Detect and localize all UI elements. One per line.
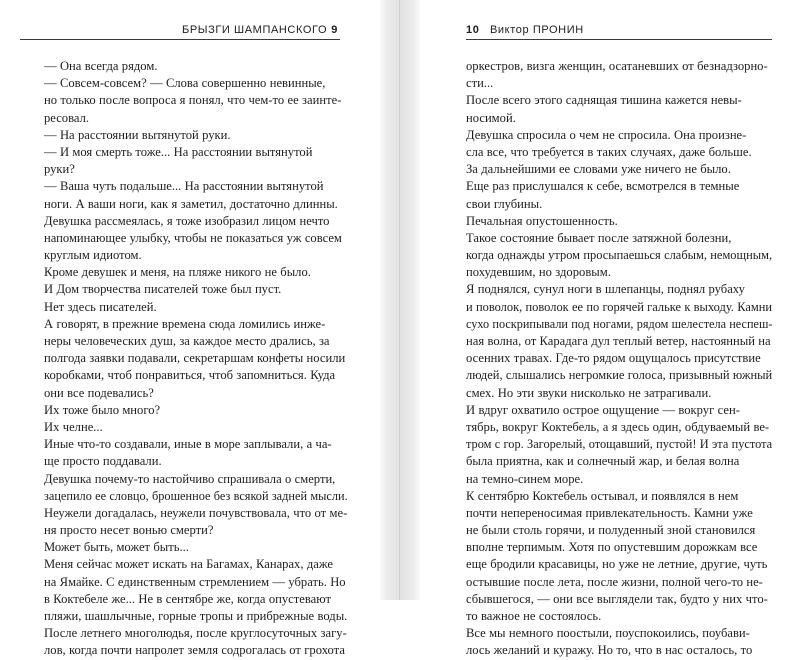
right-page-header [466,22,772,40]
running-title: Виктор ПРОНИН [490,24,584,36]
text-line: коробками, чтоб понравиться, чтоб запомниться. Куда [44,368,336,383]
text-line: Девушка спросила о чем не спросила. Она произне- [466,127,747,142]
text-line: людей, слышались негромкие голоса, призывный южный [466,368,773,383]
text-line: А говорят, в прежние времена сюда ломились инже- [44,316,326,331]
text-line: И Дом творчества писателей тоже был пуст. [44,282,282,297]
text-line: тябрь, вокруг Коктебель, а я здесь один, обдуваемый ве- [466,419,770,434]
text-line: Неужели догадалась, неужели почувствовала, что от ме- [44,505,348,520]
text-line: К сентябрю Коктебель остывал, и появлялся в нем [466,488,739,503]
text-line: Я поднялся, сунул ноги в шлепанцы, поднял рубаху [466,282,745,297]
text-line: Кроме девушек и меня, на пляже никого не было. [44,265,311,280]
text-line: неры человеческих душ, за каждое место дрались, за [44,334,330,348]
text-line: еще бродили красавицы, но уже не летние, другие, чуть [466,557,768,572]
text-line: в Коктебеле же... Не в сентябре же, когда опустевают [44,591,331,606]
text-line: ресовал. [44,110,90,125]
text-line: ная волна, от Карадага дул теплый ветер, настоянный на [466,334,771,348]
text-line: ще просто поддавали. [44,454,162,469]
text-line: сти... [466,76,494,91]
text-line: сухо поскрипывали под ногами, рядом шелестела неспеш- [466,316,773,331]
text-line: руки? [44,162,75,177]
running-title: БРЫЗГИ ШАМПАНСКОГО [182,24,328,36]
text-line: Их тоже было много? [44,402,161,417]
text-line: была приятна, как и солнечный жар, и белая волна [466,454,740,469]
text-line: — Ваша чуть подальше... На расстоянии вытянутой [44,179,324,194]
text-line: вполне терпимым. Хотя по опустевшим дорожкам все [466,540,758,555]
page-number: 10 [466,24,480,36]
text-line: — Она всегда рядом. [44,59,158,73]
text-line: После летнего многолюдья, после круглосуточных загу- [44,626,347,641]
text-line: сбывшегося, — они все выглядели так, будто у них что- [466,591,768,606]
text-line: то важное не состоялось. [466,609,602,623]
text-line: Иные что-то создавали, иные в море заплывали, а ча- [44,437,332,452]
book-spine-line [399,0,400,600]
text-line: тром с гор. Загорелый, отощавший, пустой! И эта пустота [466,437,773,452]
text-line: на Ямайке. С единственным стремлением — убрать. Но [44,574,346,589]
text-line: ня просто несет вонью смерти? [44,523,214,538]
text-line: Печальная опустошенность. [466,213,618,228]
text-line: Их челне... [44,419,103,434]
text-line: За дальнейшими ее словами уже ничего не было. [466,162,731,177]
text-line: Такое состояние бывает после затяжной болезни, [466,230,732,245]
text-line: но только после вопроса я понял, что чем-то ее заинте- [44,93,342,108]
text-line: Девушка рассмеялась, я тоже изобразил лицом нечто [44,213,330,228]
text-line: И вдруг охватило острое ощущение — вокруг сен- [466,402,740,417]
text-line: напоминающее улыбку, чтобы не показаться уж совсем [44,230,342,245]
text-line: смех. Но эти звуки нисколько не затрагивали. [466,385,712,400]
text-line: Девушка почему-то настойчиво спрашивала о смерти, [44,471,336,486]
text-line: почти непереносимая привлекательность. Камни уже [466,505,753,520]
text-line: и поволок, поволок ее по горячей гальке к выходу. Камни [466,299,773,314]
left-page-text [44,58,348,660]
left-page-header [20,22,340,40]
text-line: пляжи, шашлычные, горные тропы и прибрежные воды. [44,609,348,623]
text-line: — И моя смерть тоже... На расстоянии вытянутой [44,144,313,159]
right-page [422,0,800,658]
text-line: После всего этого саднящая тишина кажется невы- [466,93,742,108]
text-line: полгода заявки подавали, секретаршам конфеты носили [44,351,346,366]
text-line: ноги. А ваши ноги, как я заметил, достаточно длинны. [44,196,338,211]
text-line: когда однажды утром просыпаешься слабым, немощным, [466,248,773,263]
right-page-text [466,58,772,660]
text-line: остывшие после лета, после жизни, полной чего-то не- [466,574,763,589]
text-line: оркестров, визга женщин, осатаневших от безнадзорно- [466,59,768,73]
text-line: Все мы немного поостыли, поуспокоились, поубави- [466,626,750,641]
text-line: осенних травах. Где-то рядом ощущалось присутствие [466,351,761,366]
text-line: Еще раз прислушался к себе, всмотрелся в темные [466,179,740,194]
text-line: лось желаний и куражу. Но то, что в нас осталось, то [466,643,753,658]
text-line: не были столь горячи, и полуденный зной становился [466,523,756,538]
text-line: свои глубины. [466,196,543,211]
text-line: Нет здесь писателей. [44,299,157,314]
page-number: 9 [331,24,338,36]
text-line: круглым идиотом. [44,248,142,263]
text-line: зацепило ее словцо, брошенное без всякой задней мысли. [44,488,348,503]
text-line: они все подевались? [44,385,154,400]
text-line: Меня сейчас может искать на Багамах, Канарах, даже [44,557,333,572]
text-line: — Совсем-совсем? — Слова совершенно невинные, [44,76,326,91]
text-line: Может быть, может быть... [44,540,189,555]
text-line: похудевшим, но здоровым. [466,265,611,280]
text-line: сла все, что требуется в таких случаях, даже больше. [466,144,752,159]
text-line: лов, когда почти напролет земля содрогалась от грохота [44,643,345,658]
text-line: носимой. [466,110,516,125]
left-page [0,0,378,658]
text-line: — На расстоянии вытянутой руки. [44,127,231,142]
text-line: на темно-синем море. [466,471,584,486]
book-gutter [378,0,422,600]
